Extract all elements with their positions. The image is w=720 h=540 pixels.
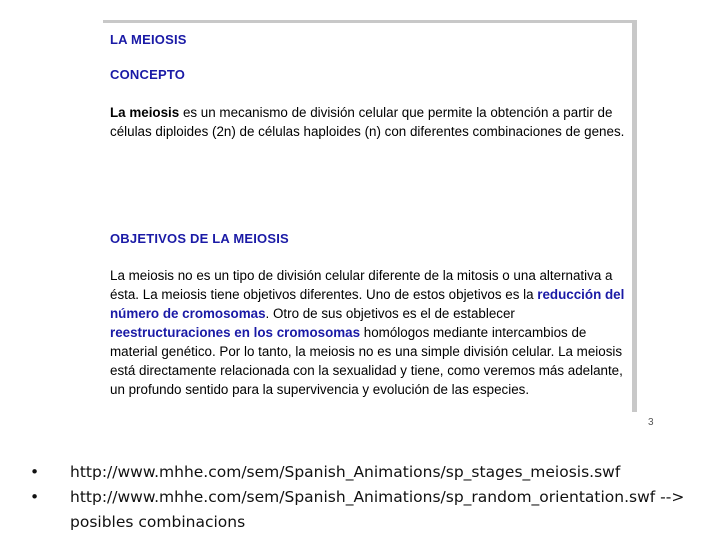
concept-term: La meiosis <box>110 105 180 120</box>
link-list <box>30 460 700 535</box>
concept-heading: CONCEPTO <box>110 67 186 82</box>
image-border-right <box>632 20 637 412</box>
animation-link-stages[interactable]: http://www.mhhe.com/sem/Spanish_Animations/sp_stages_meiosis.swf <box>70 463 621 481</box>
list-item <box>30 485 700 535</box>
document-title: LA MEIOSIS <box>110 32 187 47</box>
animation-link-orientation[interactable]: http://www.mhhe.com/sem/Spanish_Animations/sp_random_orientation.swf --> posibles combinacions <box>70 488 685 531</box>
objectives-highlight-1: reducción del número de cromosomas <box>110 287 625 321</box>
objectives-text-1: La meiosis no es un tipo de división celular diferente de la mitosis o una alternativa a ésta. La meiosis tiene objetivos diferentes. Uno de estos objetivos es la <box>110 268 613 302</box>
image-border-top <box>103 20 637 23</box>
objectives-text-2: . Otro de sus objetivos es el de establecer <box>265 306 515 321</box>
objectives-highlight-2: reestructuraciones en los cromosomas <box>110 325 361 340</box>
objectives-paragraph <box>110 266 630 399</box>
concept-text: es un mecanismo de división celular que permite la obtención a partir de células diploides (2n) de células haploides (n) con diferentes combinaciones de genes. <box>110 105 625 139</box>
list-item <box>30 460 700 485</box>
objectives-heading: OBJETIVOS DE LA MEIOSIS <box>110 231 289 246</box>
bullet-marker: • <box>30 463 40 481</box>
page-number: 3 <box>648 417 654 428</box>
concept-paragraph <box>110 103 630 141</box>
objectives-text-3: homólogos mediante intercambios de material genético. Por lo tanto, la meiosis no es una simple división celular. La meiosis está directamente relacionada con la sexualidad y tiene, como veremos más adelante, un profundo sentido para la supervivencia y evolución de las especies. <box>110 325 623 397</box>
bullet-marker: • <box>30 488 40 506</box>
